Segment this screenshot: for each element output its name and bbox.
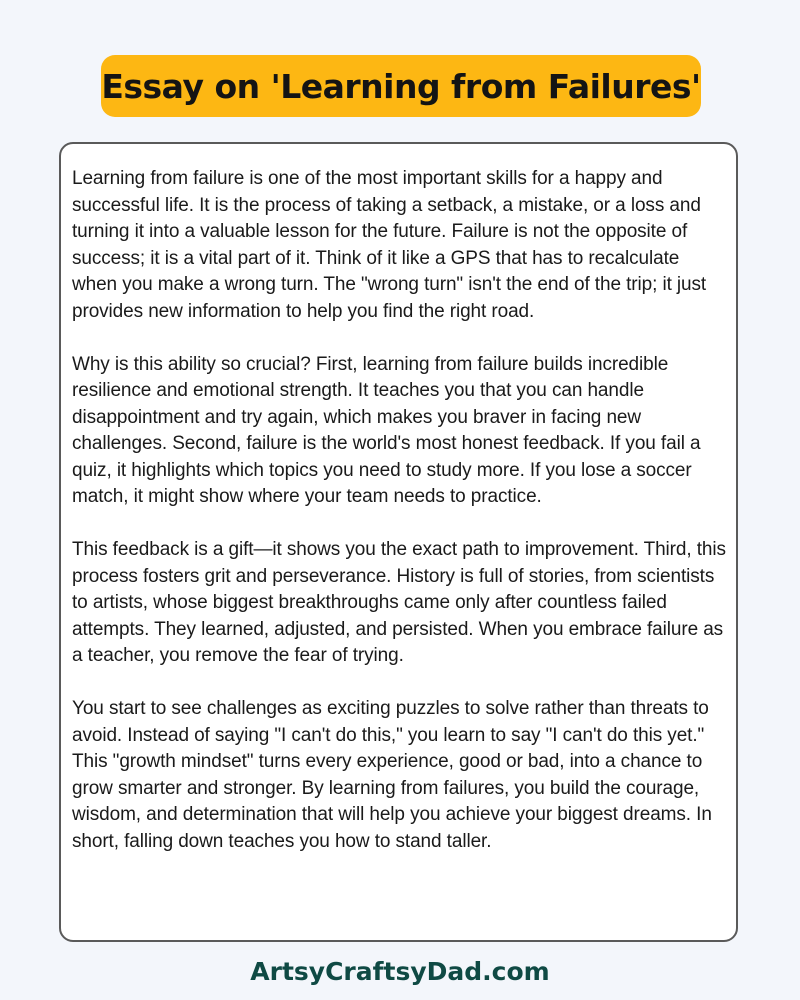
essay-paragraph-2: Why is this ability so crucial? First, learning from failure builds incredible resilience and emotional strength. It teaches you that you can handle disappointment and try again, which makes you braver in facing new challenges. Second, failure is the world's most honest feedback. If you fail a quiz, it highlights which topics you need to study more. If you lose a soccer match, it might show where your team needs to practice.	[72, 353, 701, 507]
footer-brand-watermark: ArtsyCraftsyDad.com	[250, 957, 550, 986]
essay-paragraph-4: You start to see challenges as exciting puzzles to solve rather than threats to avoid. Instead of saying "I can't do this," you learn to say "I can't do this yet." This "growth mindset" turns every experience, good or bad, into a chance to grow smarter and stronger. By learning from failures, you build the courage, wisdom, and determination that will help you achieve your biggest dreams. In short, falling down teaches you how to stand taller.	[72, 698, 712, 852]
essay-paragraph-1: Learning from failure is one of the most important skills for a happy and successful life. It is the process of taking a setback, a mistake, or a loss and turning it into a valuable lesson for the future. Failure is not the opposite of success; it is a vital part of it. Think of it like a GPS that has to recalculate when you make a wrong turn. The "wrong turn" isn't the end of the trip; it just provides new information to help you find the right road.	[72, 168, 707, 322]
page-title: Essay on 'Learning from Failures'	[101, 66, 701, 106]
essay-card	[59, 142, 738, 942]
title-banner	[101, 55, 701, 117]
essay-paragraph-3: This feedback is a gift—it shows you the exact path to improvement. Third, this process fosters grit and perseverance. History is full of stories, from scientists to artists, whose biggest breakthroughs came only after countless failed attempts. They learned, adjusted, and persisted. When you embrace failure as a teacher, you remove the fear of trying.	[72, 539, 726, 666]
